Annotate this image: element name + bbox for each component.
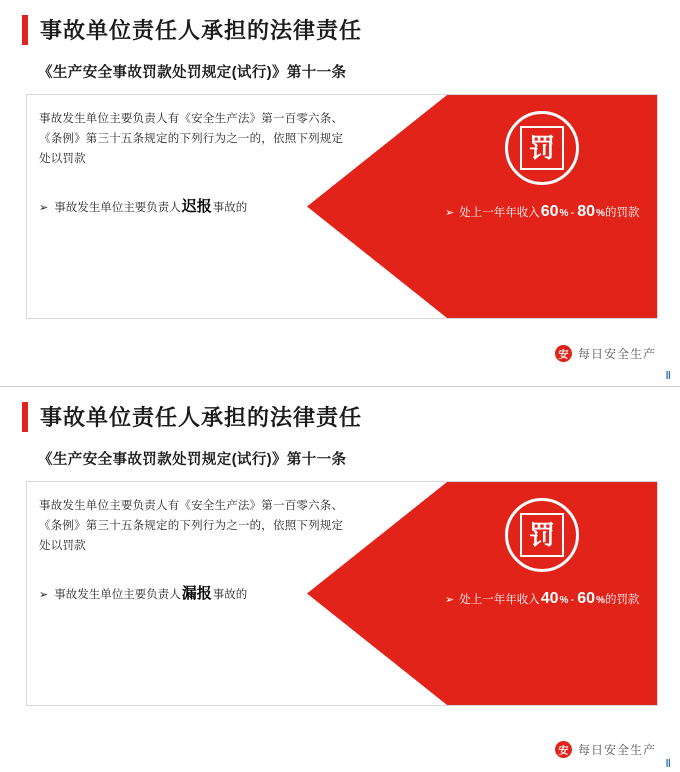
slide-2-content-card (26, 481, 658, 706)
page-title: 事故单位责任人承担的法律责任 (40, 405, 363, 430)
slide-1-card-left (27, 95, 357, 216)
slide-1-title-row (0, 0, 680, 45)
slide-2-penalty-high: 60 (577, 590, 596, 607)
slide-1-paragraph: 事故发生单位主要负责人有《安全生产法》第一百零六条、《条例》第三十五条规定的下列行为之一的，依照下列规定处以罚款 (39, 113, 344, 165)
slide-2 (0, 387, 680, 772)
brand-logo-icon: 安 (555, 741, 572, 758)
slide-1-penalty-unit-high: % (596, 208, 605, 219)
slide-1-bullet (39, 195, 357, 216)
arrow-bullet-icon: ➢ (445, 207, 455, 219)
slide-1-pager: ‖ (665, 370, 670, 382)
slide-1-brand (555, 345, 656, 362)
brand-logo-icon: 安 (555, 345, 572, 362)
slide-2-brand-text: 每日安全生产 (577, 743, 656, 757)
slide-2-penalty-low: 40 (540, 590, 559, 607)
slide-1-penalty-unit-low: % (559, 208, 569, 219)
arrow-bullet-icon: ➢ (445, 594, 455, 606)
slide-2-penalty-line (445, 590, 639, 608)
slide-2-penalty-suffix: 的罚款 (604, 594, 640, 606)
slide-1-brand-text: 每日安全生产 (577, 347, 656, 361)
red-accent-bar-icon (22, 15, 28, 45)
page-title: 事故单位责任人承担的法律责任 (40, 18, 363, 43)
slide-2-card-left (27, 482, 357, 603)
slide-1-bullet-suffix: 事故的 (212, 202, 248, 214)
slide-2-brand (555, 741, 656, 758)
slide-2-bullet (39, 582, 357, 603)
slide-2-bullet-suffix: 事故的 (212, 589, 248, 601)
penalty-seal-char: 罚 (528, 520, 555, 550)
arrow-bullet-icon: ➢ (39, 589, 49, 601)
penalty-seal-inner (520, 513, 564, 557)
slide-1-penalty-high: 80 (577, 203, 596, 220)
slide-1-bullet-keyword: 迟报 (181, 198, 212, 215)
slide-2-subtitle: 《生产安全事故罚款处罚规定(试行)》第十一条 (38, 452, 347, 468)
slide-2-paragraph: 事故发生单位主要负责人有《安全生产法》第一百零六条、《条例》第三十五条规定的下列行为之一的，依照下列规定处以罚款 (39, 500, 344, 552)
slide-2-penalty-unit-low: % (559, 595, 569, 606)
slide-2-penalty-unit-high: % (596, 595, 605, 606)
slide-2-penalty-dash: - (570, 594, 575, 606)
slide-1-bullet-prefix: 事故发生单位主要负责人 (54, 202, 181, 214)
slide-1-penalty-suffix: 的罚款 (604, 207, 640, 219)
slide-2-penalty-prefix: 处上一年年收入 (459, 594, 540, 606)
slide-1-content-card (26, 94, 658, 319)
slide-2-pager: ‖ (665, 758, 670, 770)
slide-1-penalty-prefix: 处上一年年收入 (459, 207, 540, 219)
penalty-seal-icon (505, 498, 579, 572)
penalty-seal-char: 罚 (528, 133, 555, 163)
slide-2-bullet-keyword: 漏报 (181, 585, 212, 602)
slide-1-penalty-line (445, 203, 639, 221)
penalty-seal-icon (505, 111, 579, 185)
slide-2-bullet-prefix: 事故发生单位主要负责人 (54, 589, 181, 601)
slide-1-penalty-low: 60 (540, 203, 559, 220)
penalty-seal-inner (520, 126, 564, 170)
slide-1-subtitle: 《生产安全事故罚款处罚规定(试行)》第十一条 (38, 65, 347, 81)
arrow-bullet-icon: ➢ (39, 202, 49, 214)
slide-2-title-row (0, 387, 680, 432)
red-accent-bar-icon (22, 402, 28, 432)
slide-1-penalty-dash: - (570, 207, 575, 219)
